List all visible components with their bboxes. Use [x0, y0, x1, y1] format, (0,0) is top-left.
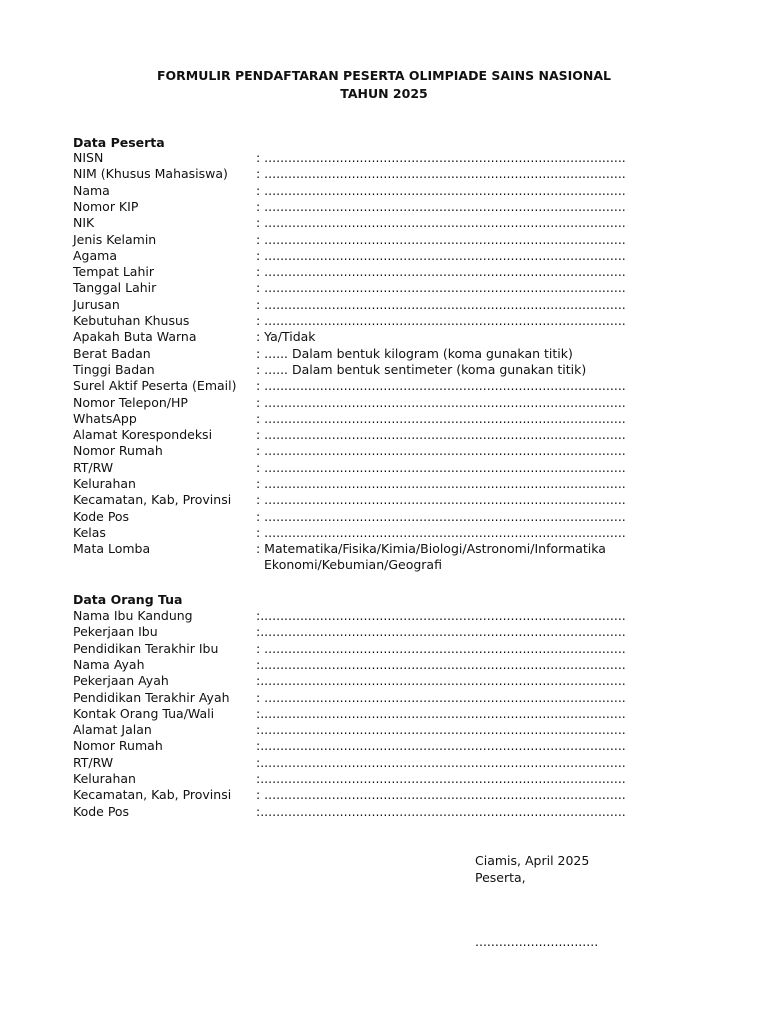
peserta-row	[73, 329, 673, 345]
orang-tua-row	[73, 673, 673, 689]
peserta-field-label: RT/RW	[73, 459, 114, 475]
orang-tua-row	[73, 657, 673, 673]
peserta-field-value: : Matematika/Fisika/Kimia/Biologi/Astronomi/Informatika	[256, 541, 606, 557]
peserta-field-label: Nama	[73, 182, 110, 198]
peserta-field-label: Kecamatan, Kab, Provinsi	[73, 492, 232, 508]
orang-tua-field-value: : ...........................................................................................	[256, 640, 626, 656]
form-title: FORMULIR PENDAFTARAN PESERTA OLIMPIADE SAINS NASIONAL	[156, 68, 612, 83]
peserta-field-label: Mata Lomba	[73, 541, 151, 557]
peserta-field-value-continued: Ekonomi/Kebumian/Geografi	[264, 557, 442, 573]
peserta-field-label: NIK	[73, 215, 95, 231]
orang-tua-field-value: :............................................................................................	[256, 803, 626, 819]
peserta-row	[73, 232, 673, 248]
orang-tua-field-label: Pekerjaan Ibu	[73, 624, 158, 640]
peserta-row	[73, 150, 673, 166]
orang-tua-row	[73, 706, 673, 722]
peserta-row	[73, 346, 673, 362]
peserta-field-label: Nomor KIP	[73, 198, 139, 214]
orang-tua-field-label: Pekerjaan Ayah	[73, 673, 169, 689]
peserta-row	[73, 541, 673, 573]
signature-line: ...............................	[475, 934, 599, 949]
peserta-field-label: NISN	[73, 150, 104, 165]
peserta-field-value: : ...........................................................................................	[256, 215, 626, 231]
peserta-field-label: Kebutuhan Khusus	[73, 313, 190, 328]
peserta-field-value: : ...........................................................................................	[256, 443, 626, 459]
peserta-field-label: Surel Aktif Peserta (Email)	[73, 378, 237, 394]
peserta-row	[73, 215, 673, 231]
peserta-field-label: Jenis Kelamin	[73, 231, 157, 247]
peserta-field-label: NIM (Khusus Mahasiswa)	[73, 166, 228, 182]
peserta-field-label: Tanggal Lahir	[73, 280, 157, 296]
peserta-field-value: : ...........................................................................................	[256, 313, 626, 328]
peserta-row	[73, 378, 673, 394]
signature-place-date: Ciamis, April 2025	[475, 853, 590, 868]
orang-tua-field-value: :............................................................................................	[256, 608, 626, 623]
signature-role: Peserta,	[475, 870, 526, 885]
orang-tua-field-label: Kontak Orang Tua/Wali	[73, 705, 215, 721]
orang-tua-field-value: :............................................................................................	[256, 738, 626, 754]
peserta-field-label: Nomor Rumah	[73, 443, 163, 459]
peserta-field-value: : ...........................................................................................	[256, 247, 626, 263]
peserta-row	[73, 492, 673, 508]
orang-tua-row	[73, 624, 673, 640]
orang-tua-field-label: Kode Pos	[73, 803, 130, 819]
peserta-field-label: Kelas	[73, 524, 106, 540]
orang-tua-field-label: Nama Ibu Kandung	[73, 608, 193, 623]
peserta-field-label: Nomor Telepon/HP	[73, 394, 188, 410]
orang-tua-field-label: Nomor Rumah	[73, 738, 163, 754]
peserta-field-label: Tempat Lahir	[73, 264, 155, 280]
peserta-row	[73, 525, 673, 541]
peserta-field-label: Apakah Buta Warna	[73, 329, 197, 345]
orang-tua-row	[73, 804, 673, 820]
peserta-field-label: Agama	[73, 247, 117, 263]
section-heading-data-peserta: Data Peserta	[73, 135, 165, 150]
peserta-field-label: Alamat Korespondeksi	[73, 427, 213, 443]
peserta-row	[73, 264, 673, 280]
orang-tua-field-value: :............................................................................................	[256, 656, 626, 672]
orang-tua-row	[73, 738, 673, 754]
peserta-field-value: : ...... Dalam bentuk kilogram (koma gunakan titik)	[256, 345, 573, 361]
orang-tua-field-label: Pendidikan Terakhir Ayah	[73, 689, 230, 705]
orang-tua-field-value: :............................................................................................	[256, 624, 626, 640]
peserta-field-value: : Ya/Tidak	[256, 329, 316, 345]
peserta-row	[73, 443, 673, 459]
peserta-field-label: Berat Badan	[73, 345, 151, 361]
orang-tua-row	[73, 690, 673, 706]
peserta-field-label: Tinggi Badan	[73, 361, 155, 377]
peserta-field-value: : ...........................................................................................	[256, 427, 626, 443]
peserta-row	[73, 476, 673, 492]
peserta-row	[73, 460, 673, 476]
peserta-field-value: : ...........................................................................................	[256, 394, 626, 410]
orang-tua-field-label: Alamat Jalan	[73, 722, 152, 738]
peserta-row	[73, 166, 673, 182]
peserta-row	[73, 313, 673, 329]
orang-tua-field-value: :............................................................................................	[256, 771, 626, 786]
orang-tua-field-value: :............................................................................................	[256, 722, 626, 738]
peserta-row	[73, 183, 673, 199]
peserta-row	[73, 427, 673, 443]
peserta-field-value: : ...........................................................................................	[256, 476, 626, 491]
peserta-row	[73, 411, 673, 427]
orang-tua-row	[73, 722, 673, 738]
peserta-row	[73, 509, 673, 525]
peserta-field-label: Kode Pos	[73, 508, 130, 524]
orang-tua-field-label: Pendidikan Terakhir Ibu	[73, 640, 219, 656]
orang-tua-field-value: :............................................................................................	[256, 705, 626, 721]
peserta-row	[73, 280, 673, 296]
peserta-row	[73, 248, 673, 264]
peserta-field-value: : ...........................................................................................	[256, 198, 626, 214]
orang-tua-field-value: :............................................................................................	[256, 673, 626, 689]
peserta-field-label: Jurusan	[73, 296, 120, 312]
peserta-field-value: : ...........................................................................................	[256, 459, 626, 475]
form-subtitle-year: TAHUN 2025	[340, 86, 428, 101]
peserta-field-value: : ...........................................................................................	[256, 410, 626, 426]
orang-tua-field-label: Nama Ayah	[73, 656, 145, 672]
peserta-field-value: : ...........................................................................................	[256, 150, 626, 165]
peserta-field-value: : ...........................................................................................	[256, 524, 626, 540]
peserta-row	[73, 297, 673, 313]
orang-tua-row	[73, 641, 673, 657]
orang-tua-row	[73, 608, 673, 624]
peserta-field-value: : ...........................................................................................	[256, 182, 626, 198]
peserta-row	[73, 362, 673, 378]
peserta-field-value: : ...........................................................................................	[256, 492, 626, 508]
orang-tua-field-value: : ...........................................................................................	[256, 787, 626, 803]
peserta-field-value: : ...........................................................................................	[256, 231, 626, 247]
peserta-field-label: WhatsApp	[73, 410, 137, 426]
peserta-field-value: : ...........................................................................................	[256, 166, 626, 182]
orang-tua-field-label: Kelurahan	[73, 771, 136, 786]
peserta-field-value: : ...........................................................................................	[256, 508, 626, 524]
section-heading-data-orang-tua: Data Orang Tua	[73, 592, 183, 607]
orang-tua-field-value: :............................................................................................	[256, 754, 626, 770]
orang-tua-row	[73, 771, 673, 787]
peserta-field-value: : ...........................................................................................	[256, 264, 626, 280]
peserta-field-value: : ...... Dalam bentuk sentimeter (koma gunakan titik)	[256, 361, 587, 377]
peserta-row	[73, 395, 673, 411]
peserta-field-label: Kelurahan	[73, 476, 136, 491]
peserta-field-value: : ...........................................................................................	[256, 280, 626, 296]
orang-tua-field-label: RT/RW	[73, 754, 114, 770]
orang-tua-row	[73, 787, 673, 803]
peserta-field-value: : ...........................................................................................	[256, 378, 626, 394]
orang-tua-field-label: Kecamatan, Kab, Provinsi	[73, 787, 232, 803]
orang-tua-row	[73, 755, 673, 771]
peserta-row	[73, 199, 673, 215]
orang-tua-field-value: : ...........................................................................................	[256, 689, 626, 705]
peserta-field-value: : ...........................................................................................	[256, 296, 626, 312]
